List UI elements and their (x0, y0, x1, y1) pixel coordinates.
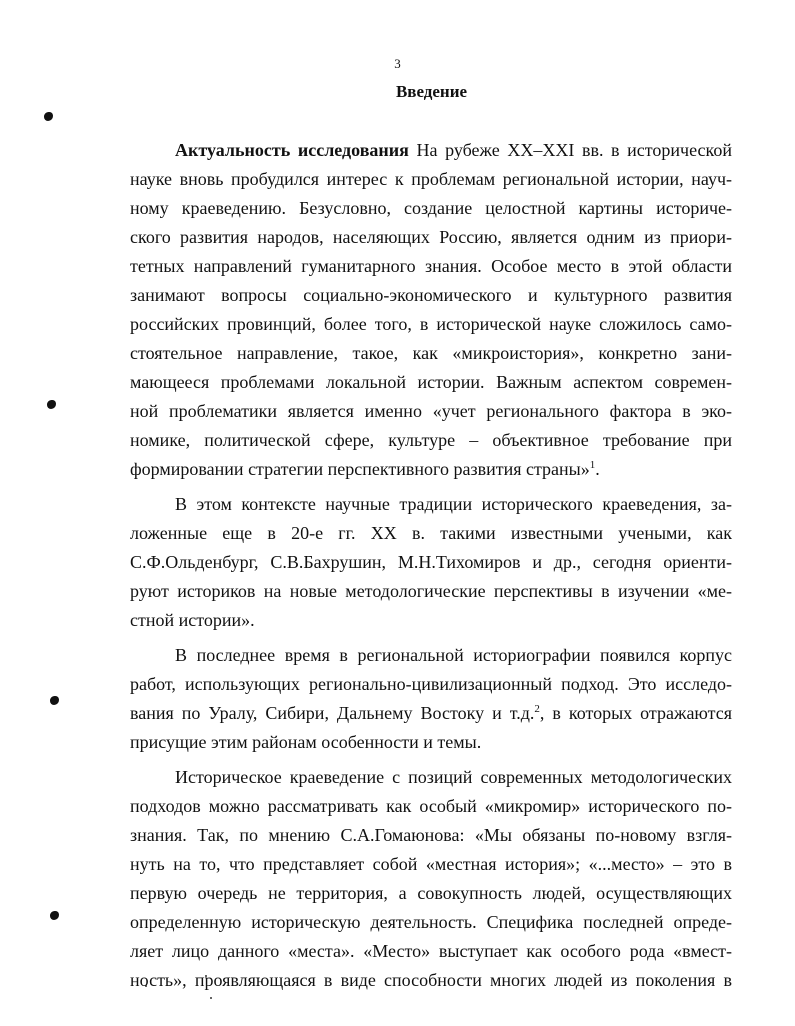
text-line: знания. Так, по мнению С.А.Гомаюнова: «Мы обязаны по-новому взгля- (130, 825, 732, 845)
text-line: тетных направлений гуманитарного знания. Особое место в этой области (130, 256, 732, 276)
text-line: вания по Уралу, Сибири, Дальнему Востоку и т.д.$^2$, в которых отражаются (130, 703, 732, 723)
text-line: определенную историческую деятельность. Специфика последней опреде- (130, 912, 732, 932)
page-title: Введение (395, 82, 468, 101)
text-line: науке вновь пробудился интерес к проблемам региональной истории, науч- (130, 169, 732, 189)
text-line: Актуальность исследования На рубеже XX–XXI вв. в исторической (175, 140, 732, 160)
text-line: формировании стратегии перспективного развития страны»$^1$. (130, 459, 600, 479)
scan-blot (50, 696, 59, 705)
scan-blot (50, 911, 59, 920)
text-line: ность», проявляющаяся в виде способности многих людей из поколения в (130, 970, 732, 990)
text-line: номике, политической сфере, культуре – объективное требование при (130, 430, 732, 450)
text-line: стоятельное направление, такое, как «микроистория», конкретно зани- (130, 343, 732, 363)
text-line: мающееся проблемами локальной истории. Важным аспектом современ- (130, 372, 732, 392)
text-line: ложенные еще в 20-е гг. XX в. такими известными учеными, как (130, 523, 732, 543)
page-number: 3 (394, 56, 401, 71)
scan-blot (47, 400, 56, 409)
text-line: стной истории». (130, 610, 255, 630)
text-line: занимают вопросы социально-экономического и культурного развития (130, 285, 732, 305)
bold-lead: Актуальность исследования (175, 140, 409, 160)
text-line: ному краеведению. Безусловно, создание целостной картины историче- (130, 198, 732, 218)
scan-speck (210, 997, 212, 999)
text-line: В этом контексте научные традиции исторического краеведения, за- (175, 494, 732, 514)
text-line: российских провинций, более того, в исторической науке сложилось само- (130, 314, 732, 334)
text-line: подходов можно рассматривать как особый «микромир» исторического по- (130, 796, 732, 816)
text-line: Историческое краеведение с позиций современных методологических (175, 767, 732, 787)
scan-blot (44, 112, 53, 121)
text-line: присущие этим районам особенности и темы. (130, 732, 482, 752)
text-line: ной проблематики является именно «учет регионального фактора в эко- (130, 401, 732, 421)
text-line: С.Ф.Ольденбург, С.В.Бахрушин, М.Н.Тихомиров и др., сегодня ориенти- (130, 552, 732, 572)
text-line: работ, использующих регионально-цивилизационный подход. Это исследо- (130, 674, 732, 694)
text-line: ского развития народов, населяющих Россию, является одним из приори- (130, 227, 732, 247)
body-text (130, 136, 732, 995)
text-line: ляет лицо данного «места». «Место» выступает как особого рода «вмест- (130, 941, 732, 961)
text-line: первую очередь не территория, а совокупность людей, осуществляющих (130, 883, 732, 903)
footnote-ref: 1 (589, 459, 596, 471)
text-line: руют историков на новые методологические перспективы в изучении «ме- (130, 581, 732, 601)
text-line: нуть на то, что представляет собой «местная история»; «...место» – это в (130, 854, 732, 874)
text-line: В последнее время в региональной историографии появился корпус (175, 645, 732, 665)
footnote-ref: 2 (534, 703, 540, 715)
